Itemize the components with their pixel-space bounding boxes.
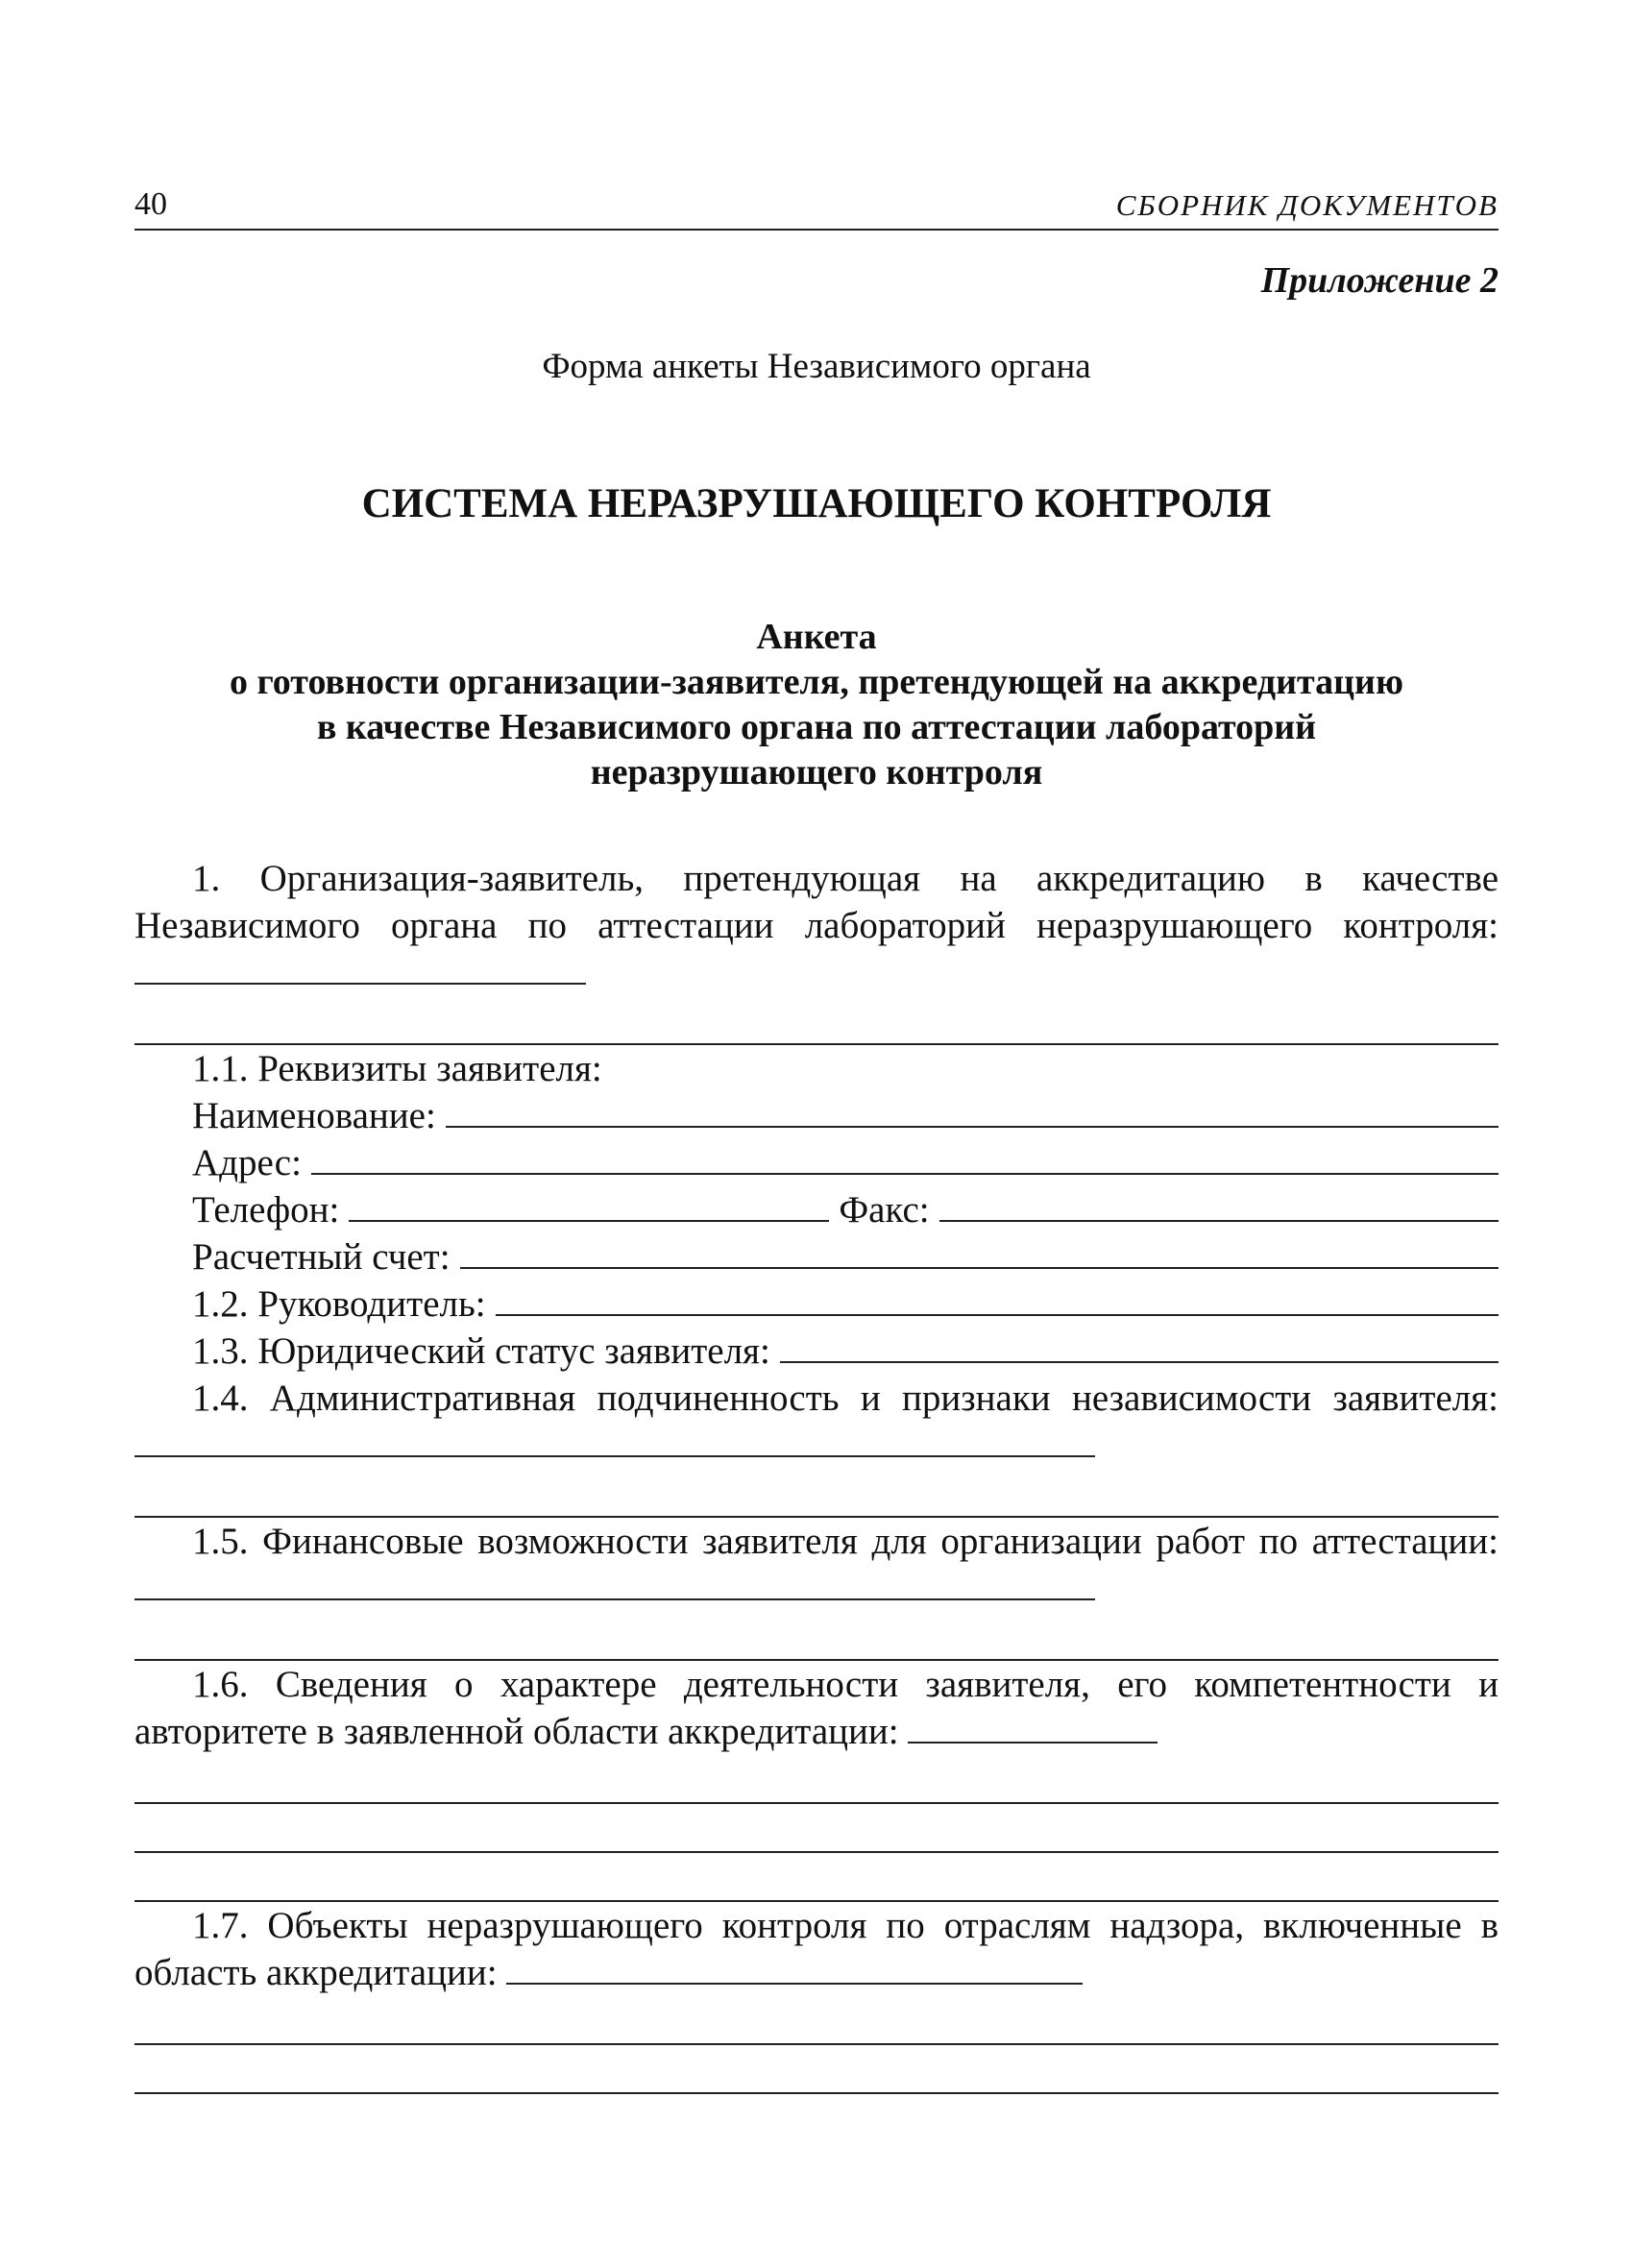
page-number: 40 — [134, 186, 167, 222]
address-row — [134, 1139, 1499, 1186]
item-1-5-field[interactable] — [134, 1570, 1095, 1600]
system-title: СИСТЕМА НЕРАЗРУШАЮЩЕГО КОНТРОЛЯ — [361, 481, 1272, 526]
phone-label: Телефон: — [192, 1189, 340, 1231]
item-1-4-field-line[interactable] — [134, 1469, 1499, 1518]
form-caption: Форма анкеты Независимого органа — [542, 347, 1091, 386]
account-field[interactable] — [460, 1238, 1499, 1269]
item-1-6-field[interactable] — [908, 1713, 1158, 1744]
account-row — [134, 1233, 1499, 1280]
item-1-2-field[interactable] — [496, 1285, 1499, 1316]
item-1-3-field[interactable] — [780, 1332, 1499, 1363]
questionnaire-title — [134, 615, 1499, 795]
account-label: Расчетный счет: — [192, 1236, 451, 1278]
item-1-3 — [134, 1328, 1499, 1375]
name-label: Наименование: — [192, 1095, 436, 1136]
item-1 — [134, 855, 1499, 996]
item-1-7-field-line[interactable] — [134, 1996, 1499, 2045]
name-row — [134, 1092, 1499, 1139]
item-1-4-field[interactable] — [134, 1427, 1095, 1457]
item-1-6-field-line[interactable] — [134, 1853, 1499, 1902]
questionnaire-title-line: неразрушающего контроля — [590, 752, 1043, 793]
item-1-6-text: 1.6. Сведения о характере деятельности заявителя, его компетентности и авторитете в заявленной области аккредитации: — [134, 1664, 1499, 1752]
item-1-6-field-line[interactable] — [134, 1755, 1499, 1804]
item-1-7-field[interactable] — [506, 1954, 1083, 1985]
address-label: Адрес: — [192, 1142, 302, 1183]
page-header — [134, 183, 1499, 231]
item-1-7-text: 1.7. Объекты неразрушающего контроля по отраслям надзора, включенные в область аккредитации: — [134, 1905, 1499, 1993]
appendix-label: Приложение 2 — [1260, 260, 1499, 301]
item-1-field[interactable] — [134, 954, 586, 985]
item-1-4-text: 1.4. Административная подчиненность и признаки независимости заявителя: — [192, 1378, 1499, 1419]
questionnaire-title-line: в качестве Независимого органа по аттестации лабораторий — [316, 707, 1317, 747]
item-1-1-label: 1.1. Реквизиты заявителя: — [192, 1048, 602, 1089]
item-1-6-field-line[interactable] — [134, 1804, 1499, 1853]
fax-field[interactable] — [939, 1191, 1499, 1222]
item-1-5 — [134, 1518, 1499, 1612]
item-1-3-label: 1.3. Юридический статус заявителя: — [192, 1330, 770, 1372]
item-1-7 — [134, 1902, 1499, 1996]
item-1-5-field-line[interactable] — [134, 1612, 1499, 1661]
fax-label: Факс: — [839, 1189, 930, 1231]
item-1-2-label: 1.2. Руководитель: — [192, 1283, 486, 1325]
item-1-6 — [134, 1661, 1499, 1755]
questionnaire-title-line: Анкета — [756, 617, 877, 657]
item-1-7-field-line[interactable] — [134, 2045, 1499, 2094]
item-1-2 — [134, 1280, 1499, 1328]
form-body — [134, 855, 1499, 2094]
item-1-4 — [134, 1375, 1499, 1469]
questionnaire-title-line: о готовности организации-заявителя, претендующей на аккредитацию — [230, 662, 1403, 702]
item-1-5-text: 1.5. Финансовые возможности заявителя для организации работ по аттестации: — [192, 1521, 1499, 1562]
phone-field[interactable] — [349, 1191, 829, 1222]
address-field[interactable] — [311, 1144, 1499, 1175]
running-title: СБОРНИК ДОКУМЕНТОВ — [1115, 188, 1499, 222]
item-1-1 — [134, 1045, 1499, 1092]
item-1-text: 1. Организация-заявитель, претендующая на аккредитацию в качестве Независимого органа по аттестации лабораторий неразрушающего контроля: — [134, 858, 1499, 946]
item-1-field-line[interactable] — [134, 996, 1499, 1045]
name-field[interactable] — [446, 1097, 1499, 1128]
phone-fax-row — [134, 1186, 1499, 1233]
